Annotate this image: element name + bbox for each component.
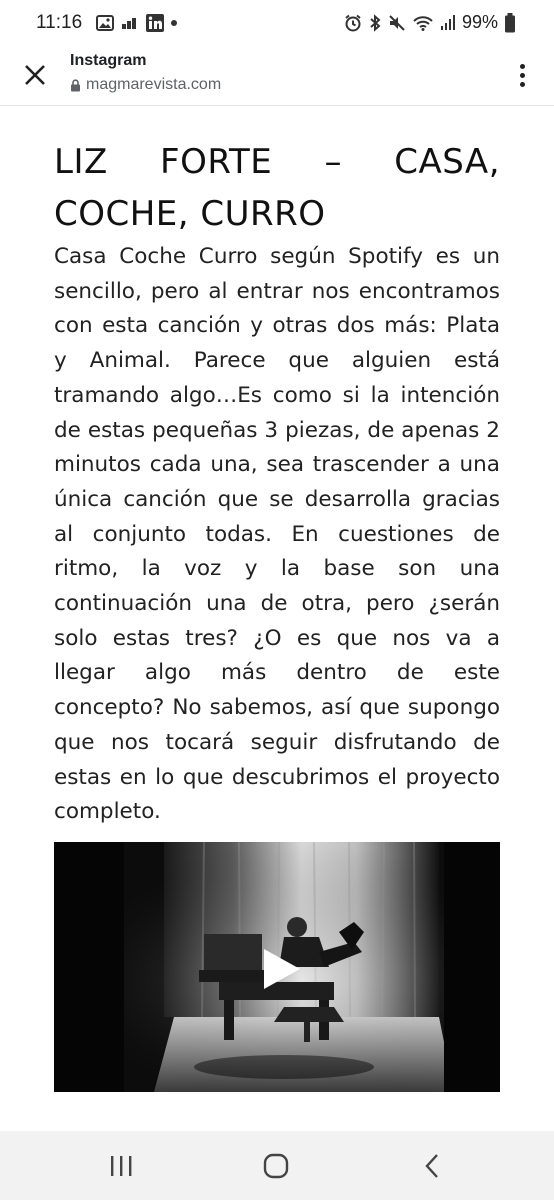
status-time: 11:16	[36, 12, 83, 33]
linkedin-icon	[146, 14, 164, 32]
tab-url-text: magmarevista.com	[86, 76, 222, 93]
notification-icons	[96, 14, 178, 32]
more-vert-icon	[520, 64, 525, 69]
custom-tab-header	[0, 46, 554, 106]
lock-icon	[70, 79, 81, 92]
home-icon	[263, 1153, 289, 1179]
wifi-icon	[412, 14, 434, 32]
battery-icon	[504, 13, 516, 33]
alarm-icon	[344, 14, 362, 32]
dot-icon	[170, 19, 178, 27]
article	[54, 136, 500, 830]
tab-url[interactable]	[70, 76, 221, 94]
mute-icon	[388, 14, 406, 32]
article-body: Casa Coche Curro según Spotify es un sencillo, pero al entrar nos encontramos con esta canción y otras dos más: Plata y Animal. Parece que alguien está tramando algo…Es como si la intención de estas pequeñas 3 piezas, de apenas 2 minutos cada una, sea trascender a una única canción que se desarrolla gracias al conjunto todas. En cuestiones de ritmo, la voz y la base son una continuación una de otra, pero ¿serán solo estas tres? ¿O es que nos va a llegar algo más dentro de este concepto? No sabemos, así que supongo que nos tocará seguir disfrutando de estas en lo que descubrimos el proyecto completo.	[54, 244, 500, 825]
back-button[interactable]	[418, 1153, 446, 1179]
system-nav-bar	[0, 1131, 554, 1200]
close-icon	[24, 64, 46, 86]
gallery-icon	[96, 15, 114, 31]
more-options-button[interactable]	[512, 60, 532, 90]
recents-icon	[109, 1155, 133, 1177]
back-icon	[424, 1153, 440, 1179]
battery-level: 99%	[461, 12, 498, 32]
more-vert-dot	[520, 82, 525, 87]
signal-icon	[440, 14, 456, 32]
home-button[interactable]	[260, 1153, 292, 1179]
system-icons	[344, 12, 516, 33]
tab-title: Instagram	[70, 52, 147, 69]
bluetooth-icon	[368, 14, 382, 32]
more-vert-dot	[520, 73, 525, 78]
play-icon[interactable]	[262, 947, 302, 991]
status-bar	[0, 0, 554, 46]
article-title: LIZ FORTE – CASA, COCHE, CURRO	[54, 142, 500, 234]
cast-icon	[120, 15, 140, 31]
recents-button[interactable]	[106, 1153, 136, 1179]
video-player[interactable]	[54, 842, 500, 1092]
close-button[interactable]	[20, 60, 50, 90]
